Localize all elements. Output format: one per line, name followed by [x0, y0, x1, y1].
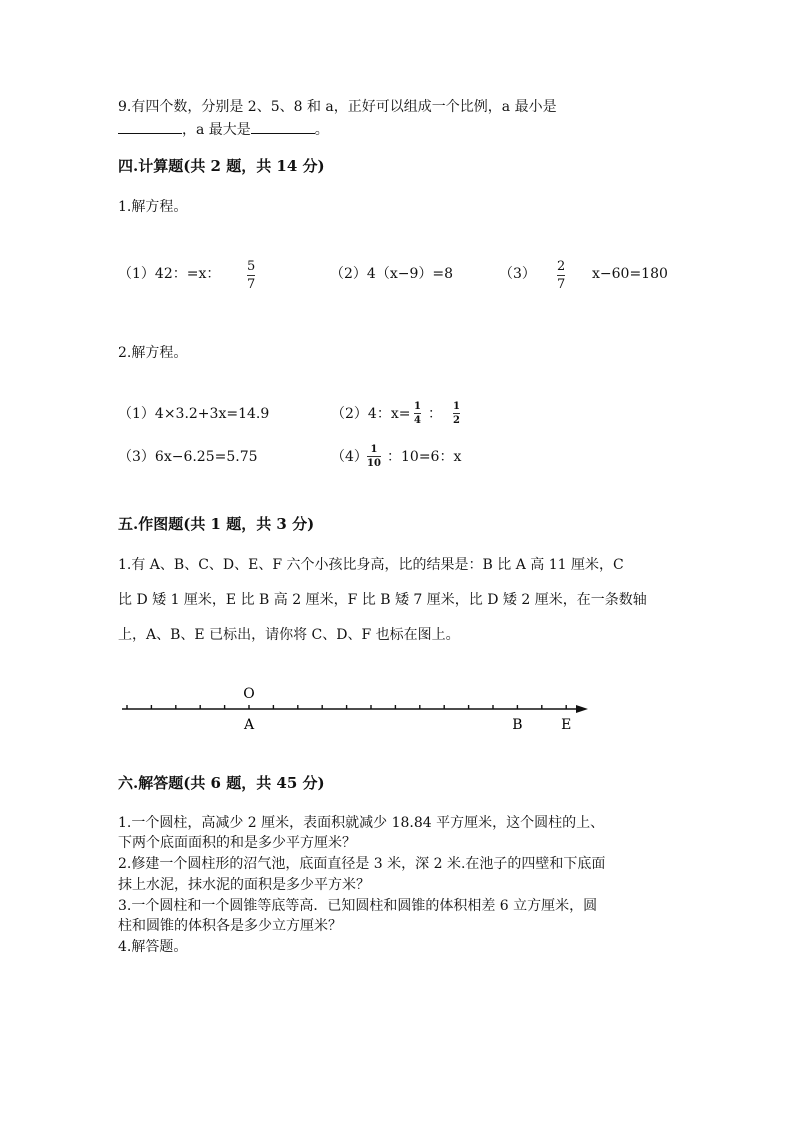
fraction-numerator: 5 [247, 259, 256, 274]
equation-1-3-prefix: （3） [499, 266, 536, 282]
section-6-q3-line1: 3.一个圆柱和一个圆锥等底等高．已知圆柱和圆锥的体积相差 6 立方厘米，圆 [118, 898, 598, 914]
section-6-q4: 4.解答题。 [118, 939, 188, 955]
equation-2-2-prefix: （2）4：x= [331, 406, 411, 422]
fraction-2-7 [557, 259, 565, 292]
section-5-q1-line2: 比 D 矮 1 厘米，E 比 B 高 2 厘米，F 比 B 矮 7 厘米，比 D 矮 2 厘米，在一条数轴 [118, 592, 647, 608]
fraction-bar [557, 275, 565, 276]
equation-2-4-prefix: （4） [331, 449, 368, 465]
question-9-mid-text: ，a 最大是 [182, 122, 251, 138]
answer-blank-min[interactable] [118, 119, 182, 134]
fraction-bar [247, 275, 255, 276]
origin-label: O [243, 686, 255, 702]
equation-2-2-colon: ： [428, 406, 442, 422]
point-label-b: B [512, 717, 523, 733]
equation-2-3: （3）6x−6.25=5.75 [118, 449, 258, 465]
fraction-numerator: 1 [453, 401, 460, 412]
fraction-bar [414, 413, 421, 414]
section-5-title: 五.作图题(共 1 题，共 3 分) [118, 515, 315, 533]
fraction-denominator: 7 [247, 277, 256, 292]
section-6-title: 六.解答题(共 6 题，共 45 分) [118, 774, 325, 792]
fraction-1-10 [367, 444, 381, 469]
arrow-head-icon [576, 705, 588, 713]
section-6-q1-line1: 1.一个圆柱，高减少 2 厘米，表面积就减少 18.84 平方厘米，这个圆柱的上、 [118, 815, 605, 831]
fraction-denominator: 10 [367, 458, 381, 469]
question-9-line2 [118, 119, 329, 139]
section-6-q1-line2: 下两个底面面积的和是多少平方厘米？ [118, 835, 356, 851]
point-labels [243, 717, 571, 733]
equation-1-1: （1）42：=x： [118, 266, 221, 282]
fraction-1-2 [453, 401, 460, 426]
point-label-a: A [243, 717, 255, 733]
section-5-q1-line1: 1.有 A、B、C、D、E、F 六个小孩比身高，比的结果是：B 比 A 高 11 厘米，C [118, 557, 624, 573]
fraction-denominator: 2 [453, 415, 460, 426]
number-line [110, 675, 610, 745]
section-4-q1-title: 1.解方程。 [118, 199, 188, 215]
fraction-5-7 [247, 259, 255, 292]
section-6-q2-line1: 2.修建一个圆柱形的沼气池，底面直径是 3 米，深 2 米.在池子的四壁和下底面 [118, 856, 606, 872]
fraction-numerator: 1 [370, 444, 378, 455]
equation-1-2: （2）4（x−9）=8 [330, 266, 453, 282]
section-4-q2-title: 2.解方程。 [118, 345, 188, 361]
fraction-1-4 [414, 401, 421, 426]
point-label-e: E [561, 717, 572, 733]
question-9-line1: 9.有四个数，分别是 2、5、8 和 a，正好可以组成一个比例，a 最小是 [118, 99, 557, 115]
fraction-bar [367, 456, 381, 457]
fraction-bar [453, 413, 460, 414]
section-4-title: 四.计算题(共 2 题，共 14 分) [118, 157, 325, 175]
question-9-end: 。 [314, 122, 329, 138]
answer-blank-max[interactable] [251, 119, 315, 134]
equation-2-1: （1）4×3.2+3x=14.9 [118, 406, 270, 422]
section-6-q2-line2: 抹上水泥，抹水泥的面积是多少平方米？ [118, 877, 370, 893]
fraction-numerator: 1 [414, 401, 421, 412]
section-6-q3-line2: 柱和圆锥的体积各是多少立方厘米？ [118, 918, 342, 934]
equation-2-4-suffix: ：10=6：x [387, 449, 462, 465]
fraction-denominator: 7 [557, 277, 566, 292]
equation-1-3-suffix: x−60=180 [592, 266, 668, 282]
section-5-q1-line3: 上，A、B、E 已标出，请你将 C、D、F 也标在图上。 [118, 627, 460, 643]
fraction-numerator: 2 [557, 259, 566, 274]
fraction-denominator: 4 [414, 415, 421, 426]
